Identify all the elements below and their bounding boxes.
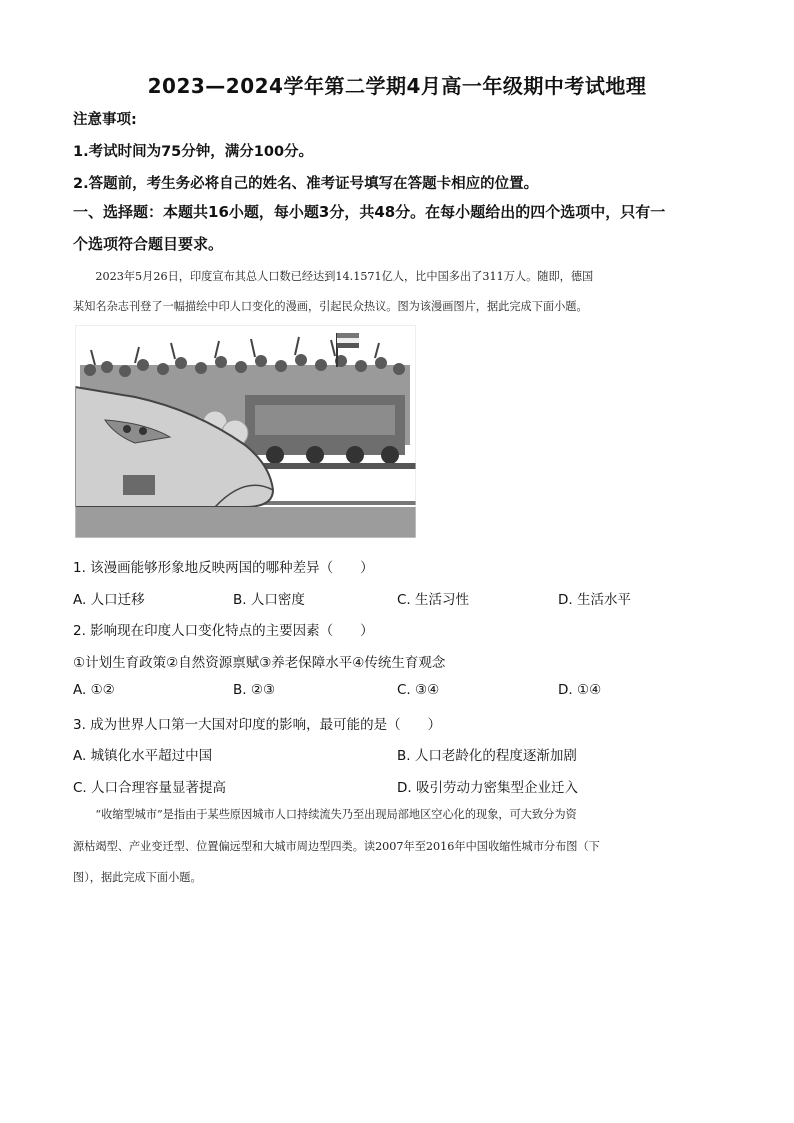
question-1-option-c[interactable]: C. 生活习性 bbox=[397, 592, 470, 608]
question-3-stem: 3. 成为世界人口第一大国对印度的影响，最可能的是（ ） bbox=[73, 717, 442, 733]
question-2-option-d[interactable]: D. ①④ bbox=[558, 682, 602, 698]
question-2-factors: ①计划生育政策②自然资源禀赋③养老保障水平④传统生育观念 bbox=[73, 655, 446, 671]
page-title: 2023—2024学年第二学期4月高一年级期中考试地理 bbox=[147, 74, 647, 98]
question-1-stem: 1. 该漫画能够形象地反映两国的哪种差异（ ） bbox=[73, 560, 374, 576]
question-2-option-c[interactable]: C. ③④ bbox=[397, 682, 440, 698]
note-item-2: 2.答题前，考生务必将自己的姓名、准考证号填写在答题卡相应的位置。 bbox=[73, 176, 539, 192]
question-3-option-b[interactable]: B. 人口老龄化的程度逐渐加剧 bbox=[397, 748, 577, 764]
notes-heading: 注意事项: bbox=[73, 112, 137, 128]
passage-2-line-3: 图），据此完成下面小题。 bbox=[73, 871, 202, 884]
section-heading-line-1: 一、选择题：本题共16小题，每小题3分，共48分。在每小题给出的四个选项中，只有一 bbox=[73, 203, 666, 221]
population-cartoon-image bbox=[75, 325, 416, 538]
passage-2-line-2: 源枯竭型、产业变迁型、位置偏远型和大城市周边型四类。读2007年至2016年中国收缩性城市分布图（下 bbox=[73, 840, 600, 853]
question-2-stem: 2. 影响现在印度人口变化特点的主要因素（ ） bbox=[73, 623, 374, 639]
question-2-option-a[interactable]: A. ①② bbox=[73, 682, 115, 698]
note-item-1: 1.考试时间为75分钟，满分100分。 bbox=[73, 144, 314, 160]
passage-1-line-2: 某知名杂志刊登了一幅描绘中印人口变化的漫画，引起民众热议。图为该漫画图片，据此完成下面小题。 bbox=[73, 300, 588, 313]
question-1-option-b[interactable]: B. 人口密度 bbox=[233, 592, 305, 608]
passage-2-line-1: “收缩型城市”是指由于某些原因城市人口持续流失乃至出现局部地区空心化的现象，可大致分为资 bbox=[95, 808, 577, 821]
section-heading-line-2: 个选项符合题目要求。 bbox=[73, 235, 224, 253]
question-2-option-b[interactable]: B. ②③ bbox=[233, 682, 276, 698]
question-3-option-a[interactable]: A. 城镇化水平超过中国 bbox=[73, 748, 213, 764]
question-3-option-d[interactable]: D. 吸引劳动力密集型企业迁入 bbox=[397, 780, 578, 796]
question-1-option-a[interactable]: A. 人口迁移 bbox=[73, 592, 145, 608]
question-1-option-d[interactable]: D. 生活水平 bbox=[558, 592, 631, 608]
passage-1-line-1: 2023年5月26日，印度宣布其总人口数已经达到14.1571亿人，比中国多出了311万人。随即，德国 bbox=[95, 270, 594, 283]
question-3-option-c[interactable]: C. 人口合理容量显著提高 bbox=[73, 780, 227, 796]
